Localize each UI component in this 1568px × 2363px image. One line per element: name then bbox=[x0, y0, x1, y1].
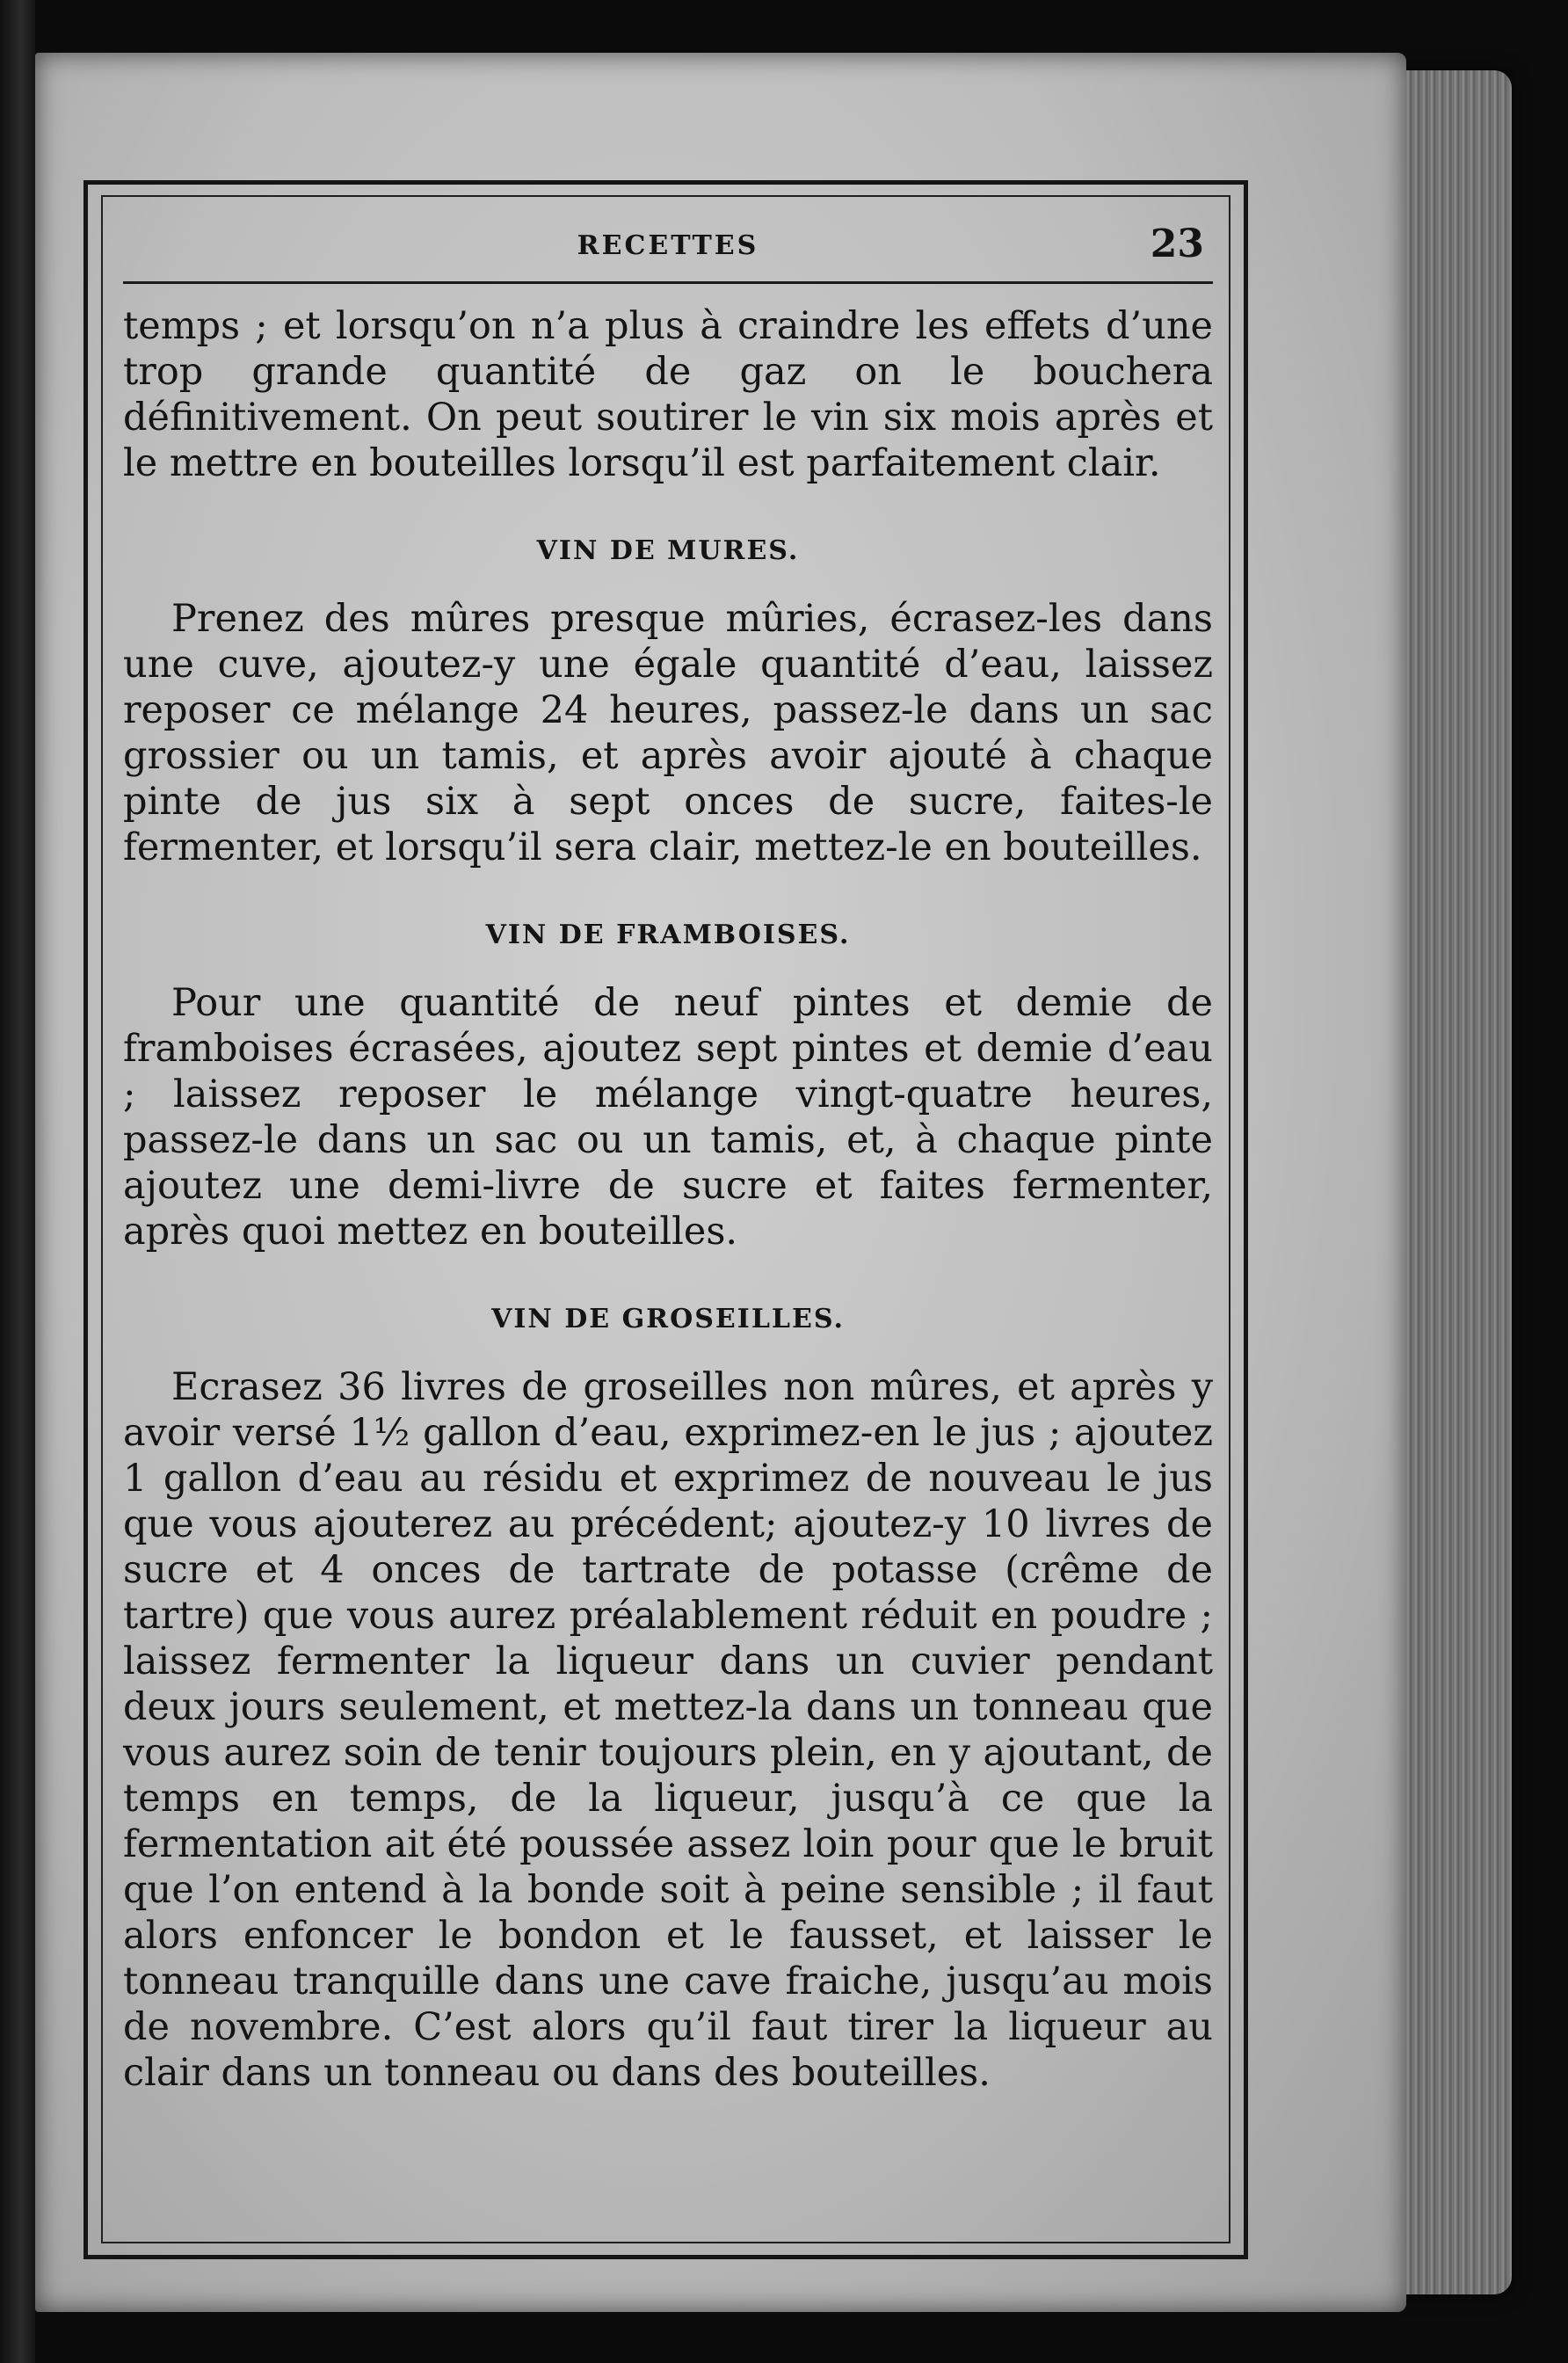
section-title: VIN DE GROSEILLES. bbox=[491, 1304, 845, 1334]
page-content bbox=[123, 220, 1213, 2096]
running-head: RECETTES bbox=[577, 230, 759, 261]
recipe-section-mures bbox=[123, 535, 1213, 870]
page-number: 23 bbox=[1150, 222, 1204, 266]
section-paragraph: Prenez des mûres presque mûries, écrasez-les dans une cuve, ajoutez-y une égale quantité d’eau, laissez reposer ce mélange 24 heures, passez-le dans un sac grossier ou un tamis, et après avoir ajouté à chaque pinte de jus six à sept onces de sucre, faites-le fermenter, et lorsqu’il sera clair, mettez-le en bouteilles. bbox=[123, 597, 1213, 869]
section-paragraph: Ecrasez 36 livres de groseilles non mûres, et après y avoir versé 1½ gallon d’eau, exprimez-en le jus ; ajoutez 1 gallon d’eau au résidu et exprimez de nouveau le jus que vous ajouterez au précédent; ajoutez-y 10 livres de sucre et 4 onces de tartrate de potasse (crême de tartre) que vous aurez préalablement réduit en poudre ; laissez fermenter la liqueur dans un cuvier pendant deux jours seulement, et mettez-la dans un tonneau que vous aurez soin de tenir toujours plein, en y ajoutant, de temps en temps, de la liqueur, jusqu’à ce que la fermentation ait été poussée assez loin pour que le bruit que l’on entend à la bonde soit à peine sensible ; il faut alors enfoncer le bondon et le fausset, et laisser le tonneau tranquille dans une cave fraiche, jusqu’au mois de novembre. C’est alors qu’il faut tirer la liqueur au clair dans un tonneau ou dans des bouteilles. bbox=[123, 1365, 1213, 2095]
section-title: VIN DE MURES. bbox=[536, 535, 800, 566]
section-title: VIN DE FRAMBOISES. bbox=[485, 920, 851, 950]
section-paragraph: Pour une quantité de neuf pintes et demie de framboises écrasées, ajoutez sept pintes et demie d’eau ; laissez reposer le mélange vingt-quatre heures, passez-le dans un sac ou un tamis, et, à chaque pinte ajoutez une demi-livre de sucre et faites fermenter, après quoi mettez en bouteilles. bbox=[123, 981, 1213, 1254]
intro-paragraph: temps ; et lorsqu’on n’a plus à craindre les effets d’une trop grande quantité de gaz on le bouchera définitivement. On peut soutirer le vin six mois après et le mettre en bouteilles lorsqu’il est parfaitement clair. bbox=[123, 304, 1213, 485]
recipe-section-framboises bbox=[123, 920, 1213, 1254]
page-header bbox=[123, 220, 1213, 284]
book-spine-edge bbox=[0, 0, 35, 2363]
page-stack-edges bbox=[1397, 70, 1512, 2294]
recipe-section-groseilles bbox=[123, 1304, 1213, 2096]
